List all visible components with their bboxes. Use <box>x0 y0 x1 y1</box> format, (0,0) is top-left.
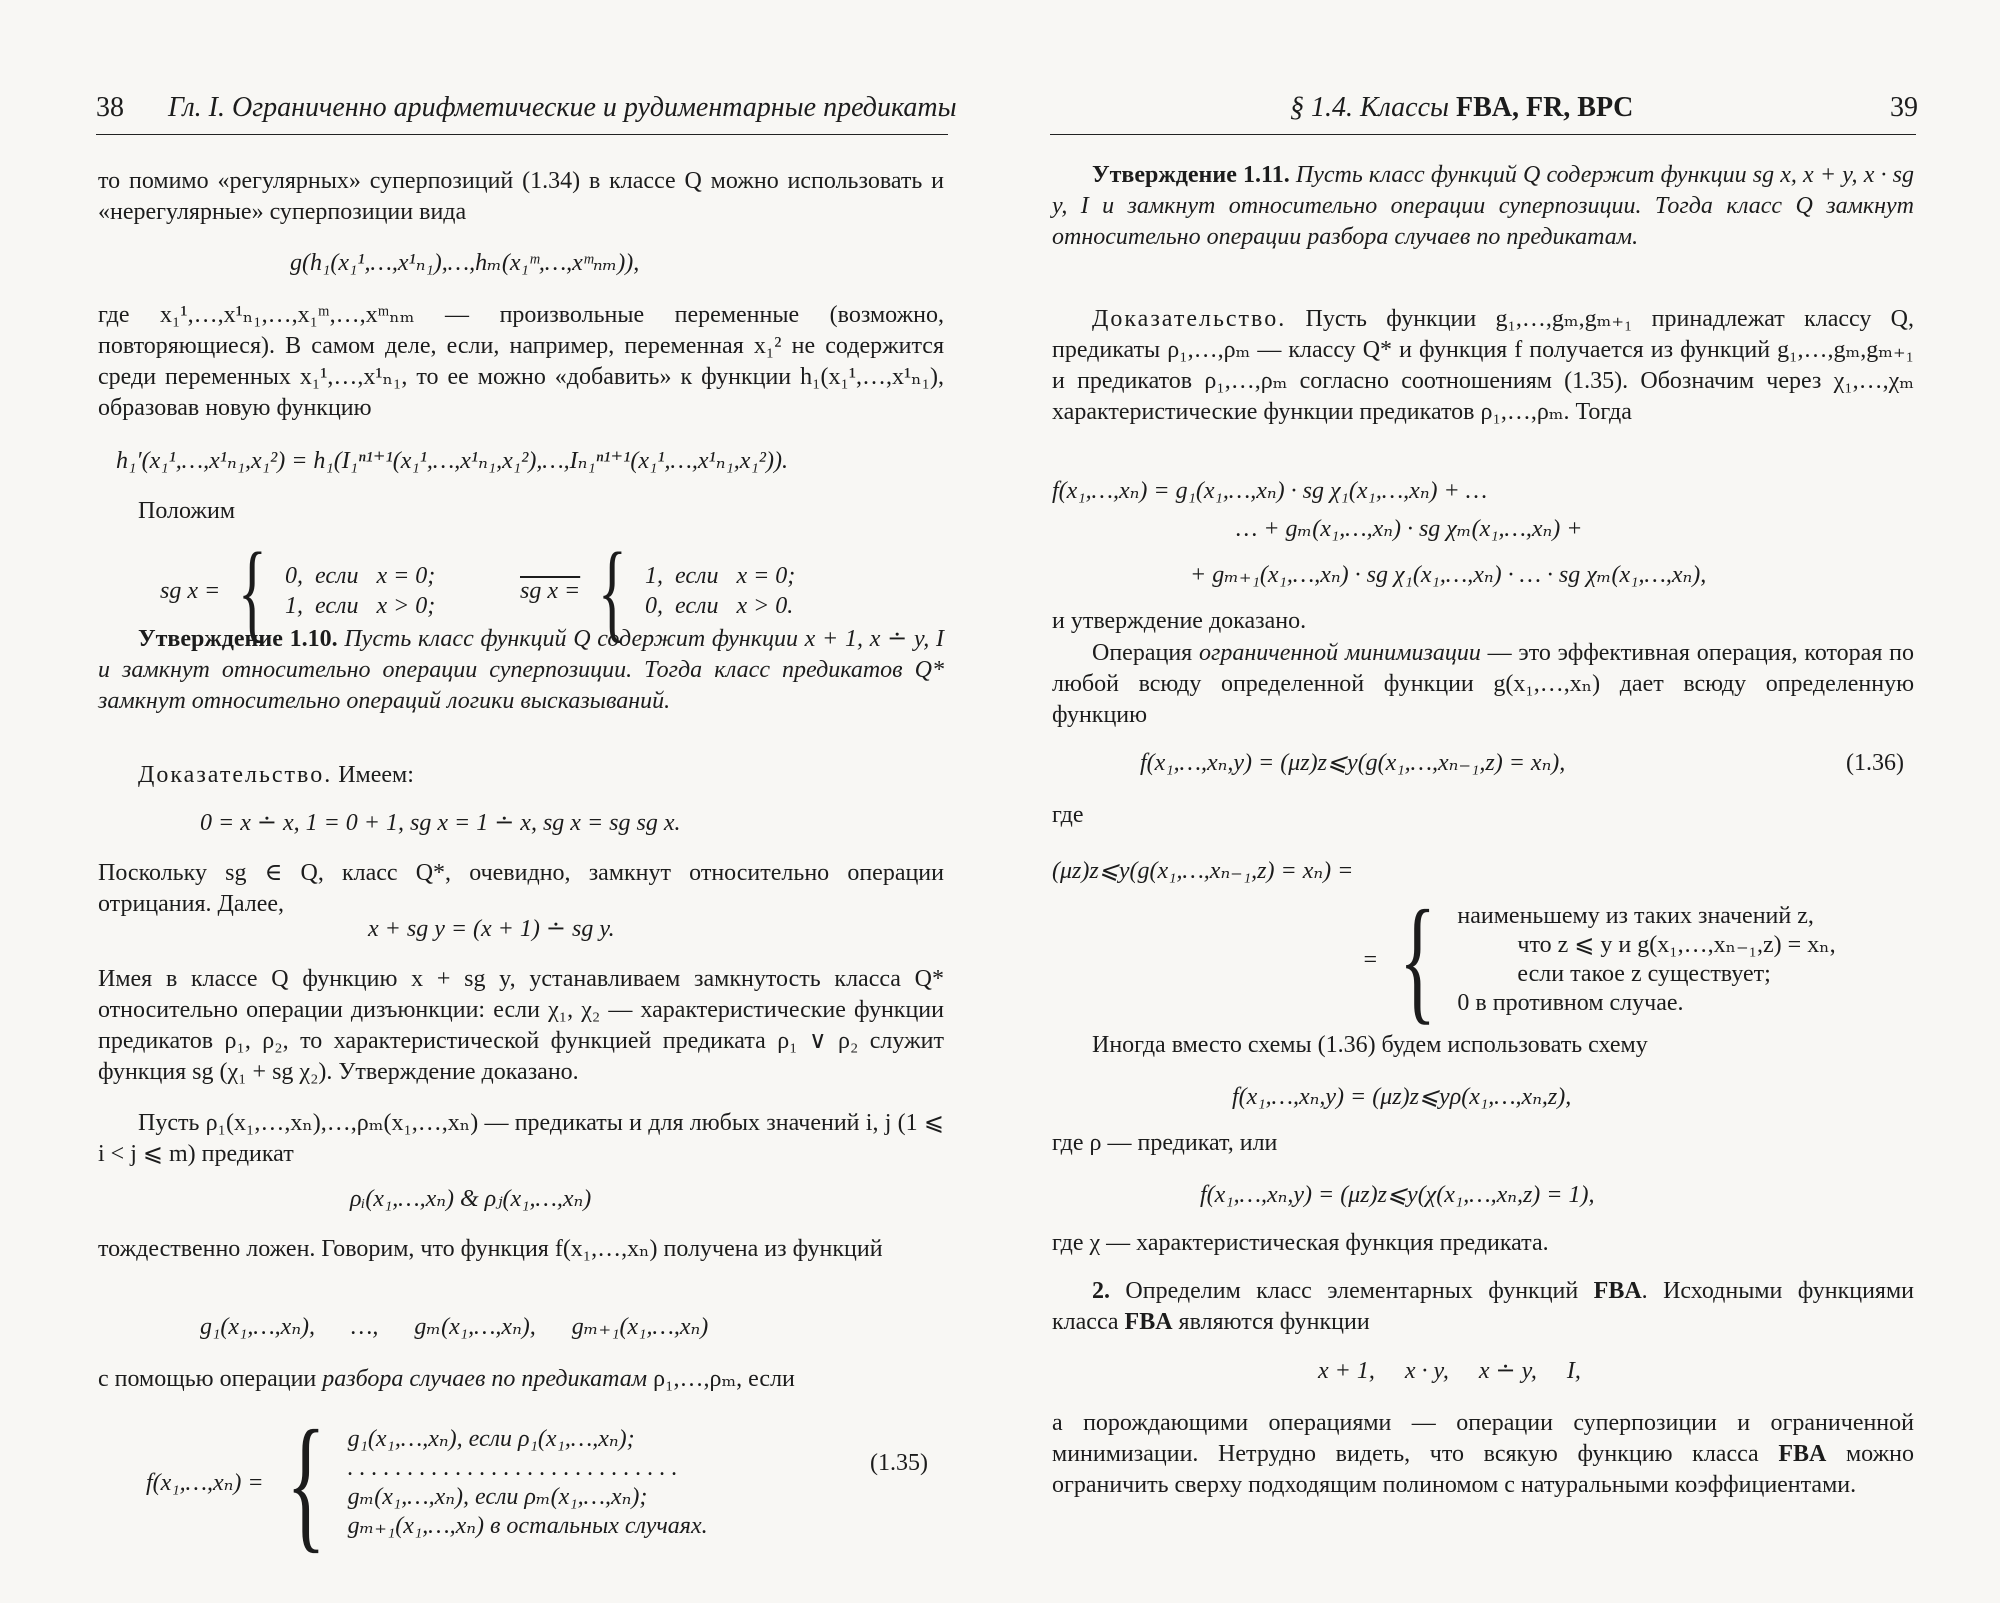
theorem-1-11 <box>1052 160 1914 253</box>
theorem-body: Пусть класс функций Q содержит функции sg x, x + y, x · sg y, I и замкнут относительно операции суперпозиции. Тогда класс Q замкнут относительно операции разбора случаев по предикатам. <box>1052 162 1915 250</box>
paragraph: Положим <box>138 498 236 524</box>
theorem-body: Пусть класс функций Q содержит функции x + 1, x ∸ y, I и замкнут относительно операции суперпозиции. Тогда класс предикатов Q* замкнут относительно операций логики высказываний. <box>98 626 945 714</box>
mu-definition <box>1362 882 1836 1037</box>
case-line: g₁(x₁,…,xₙ), если ρ₁(x₁,…,xₙ); <box>347 1426 635 1452</box>
formula-1-36: f(x₁,…,xₙ,y) = (μz)z⩽y(g(x₁,…,xₙ₋₁,z) = xₙ), <box>1140 750 1566 776</box>
text-run: являются функции <box>1172 1309 1370 1335</box>
case-line: . . . . . . . . . . . . . . . . . . . . . . . . . . . . <box>347 1455 678 1481</box>
paragraph: то помимо «регулярных» суперпозиций (1.34) в классе Q можно использовать и «нерегулярные» суперпозиции вида <box>98 168 944 225</box>
italic-term: разбора случаев по предикатам <box>322 1366 648 1392</box>
sgbar-cases <box>645 561 795 621</box>
class-name: FBA <box>1593 1278 1642 1304</box>
cases <box>348 1425 708 1541</box>
sg-case: 0, если x = 0; <box>285 563 436 589</box>
case-lhs: f(x₁,…,xₙ) = <box>146 1470 264 1496</box>
mu-cases <box>1457 902 1835 1018</box>
formula: … + gₘ(x₁,…,xₙ) · sg χₘ(x₁,…,xₙ) + <box>1236 516 1583 542</box>
proof-text: Пусть функции g₁,…,gₘ,gₘ₊₁ принадлежат классу Q, предикаты ρ₁,…,ρₘ — классу Q* и функция f получается из функций g₁,…,gₘ,gₘ₊₁ и предикатов ρ₁,…,ρₘ согласно соотношениям (1.35). Обозначим через χ₁,…,χₘ характеристические функции предикатов ρ₁,…,ρₘ. Тогда <box>1052 306 1915 425</box>
left-brace: { <box>1399 882 1437 1037</box>
case-definition-1-35 <box>146 1400 708 1566</box>
formula: x + sg y = (x + 1) ∸ sg y. <box>368 916 615 942</box>
text-run: а порождающими операциями — операции суперпозиции и ограниченной минимизации. Нетрудно видеть, что всякую функцию класса <box>1052 1410 1914 1467</box>
paragraph <box>1052 1408 1914 1501</box>
left-brace: { <box>238 530 268 652</box>
running-head-left: Гл. I. Ограниченно арифметические и рудиментарные предикаты <box>168 92 957 123</box>
running-head-classes: FBA, FR, BPC <box>1455 92 1634 123</box>
class-name: FBA <box>1778 1441 1827 1467</box>
header-rule-left <box>96 134 948 135</box>
theorem-1-10 <box>98 624 944 717</box>
mu-case-line: наименьшему из таких значений z, <box>1457 903 1814 929</box>
formula: f(x₁,…,xₙ) = g₁(x₁,…,xₙ) · sg χ₁(x₁,…,xₙ) + … <box>1052 478 1488 504</box>
proof-text: Имеем: <box>338 762 414 788</box>
paragraph: где ρ — предикат, или <box>1052 1130 1278 1156</box>
page-number-right: 39 <box>1890 92 1918 123</box>
equation-number: (1.35) <box>870 1450 928 1476</box>
paragraph: тождественно ложен. Говорим, что функция f(x₁,…,xₙ) получена из функций <box>98 1236 883 1262</box>
mu-case-line: что z ⩽ y и g(x₁,…,xₙ₋₁,z) = xₙ, <box>1517 932 1836 958</box>
formula: 0 = x ∸ x, 1 = 0 + 1, sg x = 1 ∸ x, sg x = sg sg x. <box>200 810 681 836</box>
sg-lhs: sg x = <box>160 578 221 604</box>
paragraph: где <box>1052 802 1084 828</box>
left-brace: { <box>285 1400 326 1566</box>
theorem-title: Утверждение 1.10. <box>138 626 338 652</box>
formula: f(x₁,…,xₙ,y) = (μz)z⩽yρ(x₁,…,xₙ,z), <box>1232 1084 1572 1110</box>
equals-sign: = <box>1362 947 1379 973</box>
formula: (μz)z⩽y(g(x₁,…,xₙ₋₁,z) = xₙ) = <box>1052 858 1354 884</box>
sgbar-case: 1, если x = 0; <box>645 563 796 589</box>
paragraph: Пусть ρ₁(x₁,…,xₙ),…,ρₘ(x₁,…,xₙ) — предикаты и для любых значений i, j (1 ⩽ i < j ⩽ m) предикат <box>98 1110 944 1167</box>
sg-cases <box>285 561 435 621</box>
paragraph: где χ — характеристическая функция предиката. <box>1052 1230 1549 1256</box>
case-line: gₘ₊₁(x₁,…,xₙ) в остальных случаях. <box>347 1513 708 1539</box>
text-run: Операция <box>1092 640 1199 666</box>
running-head-right <box>1290 92 1633 124</box>
running-head-text: § 1.4. Классы <box>1290 92 1456 123</box>
italic-term: ограниченной минимизации <box>1198 640 1481 666</box>
sg-case: 1, если x > 0; <box>285 593 436 619</box>
right-page <box>1000 0 2000 1603</box>
paragraph: Имея в классе Q функцию x + sg y, устанавливаем замкнутость класса Q* относительно операции дизъюнкции: если χ₁, χ₂ — характеристические функции предикатов ρ₁, ρ₂, то характеристической функцией предиката ρ₁ ∨ ρ₂ служит функция sg (χ₁ + sg χ₂). Утверждение доказано. <box>98 966 944 1085</box>
proof-heading: Доказательство. <box>138 762 333 788</box>
paragraph: Поскольку sg ∈ Q, класс Q*, очевидно, замкнут относительно операции отрицания. Далее, <box>98 860 944 917</box>
paragraph <box>1052 1276 1914 1338</box>
sgbar-lhs: sg x = <box>520 578 581 604</box>
paragraph <box>1052 638 1914 731</box>
header-rule-right <box>1050 134 1916 135</box>
class-name: FBA <box>1124 1309 1173 1335</box>
text-run: можно ограничить сверху подходящим полиномом с натуральными коэффициентами. <box>1052 1441 1914 1498</box>
mu-case-line: 0 в противном случае. <box>1457 990 1684 1016</box>
text-run: Определим класс элементарных функций <box>1110 1278 1594 1304</box>
formula: + gₘ₊₁(x₁,…,xₙ) · sg χ₁(x₁,…,xₙ) · … · sg χₘ(x₁,…,xₙ), <box>1190 562 1707 588</box>
formula: h₁′(x₁¹,…,x¹ₙ₁,x₁²) = h₁(I₁ⁿ¹⁺¹(x₁¹,…,x¹ₙ₁,x₁²),…,Iₙ₁ⁿ¹⁺¹(x₁¹,…,x¹ₙ₁,x₁²)). <box>116 448 788 474</box>
paragraph: и утверждение доказано. <box>1052 608 1307 634</box>
mu-case-line: если такое z существует; <box>1517 961 1771 987</box>
proof-start <box>138 760 414 791</box>
case-line: gₘ(x₁,…,xₙ), если ρₘ(x₁,…,xₙ); <box>347 1484 648 1510</box>
sgbar-case: 0, если x > 0. <box>645 593 794 619</box>
text-run: ρ₁,…,ρₘ, если <box>647 1366 795 1392</box>
paragraph: Иногда вместо схемы (1.36) будем использовать схему <box>1092 1032 1648 1058</box>
formula: f(x₁,…,xₙ,y) = (μz)z⩽y(χ(x₁,…,xₙ,z) = 1), <box>1200 1182 1595 1208</box>
formula: g(h₁(x₁¹,…,x¹ₙ₁),…,hₘ(x₁ᵐ,…,xᵐₙₘ)), <box>290 250 640 276</box>
equation-number: (1.36) <box>1846 750 1904 776</box>
proof-paragraph <box>1052 304 1914 428</box>
paragraph <box>98 1364 944 1395</box>
text-run: — это эффективная операция, которая по любой всюду определенной функции g(x₁,…,xₙ) дает всюду определенную функцию <box>1052 640 1914 728</box>
paragraph: где x₁¹,…,x¹ₙ₁,…,x₁ᵐ,…,xᵐₙₘ — произвольные переменные (возможно, повторяющиеся). В самом деле, если, например, переменная x₁² не содержится среди переменных x₁¹,…,x¹ₙ₁, то ее можно «добавить» к функции h₁(x₁¹,…,x¹ₙ₁), образовав новую функцию <box>98 302 944 421</box>
left-brace: { <box>598 530 628 652</box>
section-number: 2. <box>1092 1278 1110 1304</box>
formula: g₁(x₁,…,xₙ), …, gₘ(x₁,…,xₙ), gₘ₊₁(x₁,…,xₙ) <box>200 1314 709 1340</box>
theorem-title: Утверждение 1.11. <box>1092 162 1290 188</box>
text-run: с помощью операции <box>98 1366 323 1392</box>
formula: x + 1, x · y, x ∸ y, I, <box>1318 1358 1581 1384</box>
text-run: . Исходными функциями класса <box>1052 1278 1914 1335</box>
proof-heading: Доказательство. <box>1092 306 1287 332</box>
page-number-left: 38 <box>96 92 124 123</box>
formula: ρᵢ(x₁,…,xₙ) & ρⱼ(x₁,…,xₙ) <box>350 1186 592 1212</box>
